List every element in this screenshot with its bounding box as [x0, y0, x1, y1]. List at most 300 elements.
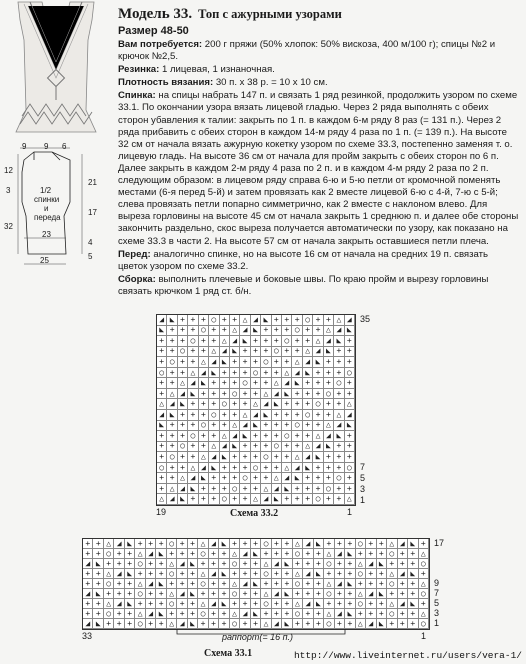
- chart-cell: ○: [261, 569, 271, 579]
- chart-cell: △: [198, 569, 208, 579]
- chart-cell: ◢: [303, 569, 313, 579]
- chart-cell: ◣: [93, 559, 103, 569]
- chart-cell: +: [377, 609, 387, 619]
- chart-cell: △: [282, 368, 292, 379]
- chart-cell: +: [292, 431, 302, 442]
- chart-cell: △: [292, 452, 302, 463]
- chart-cell: ○: [345, 463, 355, 474]
- chart-cell: +: [146, 619, 156, 629]
- chart-cell: ◢: [209, 357, 219, 368]
- chart-cell: ◣: [345, 549, 355, 559]
- chart-cell: +: [366, 599, 376, 609]
- chart-cell: ◢: [157, 315, 167, 326]
- chart-cell: +: [282, 549, 292, 559]
- chart-cell: +: [313, 484, 323, 495]
- chart-cell: ○: [188, 431, 198, 442]
- chart-cell: +: [408, 619, 418, 629]
- chart-cell: +: [177, 599, 187, 609]
- para-materials: [118, 39, 520, 63]
- chart-cell: +: [167, 609, 177, 619]
- chart-cell: ○: [230, 619, 240, 629]
- chart-cell: +: [167, 579, 177, 589]
- chart-cell: ◢: [335, 549, 345, 559]
- chart-cell: ◣: [188, 589, 198, 599]
- chart-cell: +: [198, 619, 208, 629]
- chart-cell: +: [167, 326, 177, 337]
- chart-cell: △: [167, 559, 177, 569]
- chart-cell: +: [419, 569, 429, 579]
- schematic-top-label-2: 9: [44, 142, 49, 151]
- chart-cell: +: [314, 619, 324, 629]
- chart-cell: ○: [199, 326, 209, 337]
- chart-cell: +: [199, 431, 209, 442]
- chart-cell: △: [209, 347, 219, 358]
- chart-cell: +: [240, 347, 250, 358]
- chart-cell: +: [272, 368, 282, 379]
- model-number: Модель 33.: [118, 6, 193, 22]
- chart-cell: +: [408, 579, 418, 589]
- chart-cell: +: [188, 326, 198, 337]
- chart-cell: △: [104, 599, 114, 609]
- chart-cell: ◣: [314, 599, 324, 609]
- chart-cell: ○: [198, 579, 208, 589]
- chart-cell: +: [377, 539, 387, 549]
- chart-cell: ○: [230, 559, 240, 569]
- chart-cell: +: [303, 326, 313, 337]
- chart-cell: +: [240, 484, 250, 495]
- chart-cell: +: [219, 559, 229, 569]
- chart-cell: ◢: [240, 609, 250, 619]
- chart-cell: ○: [324, 619, 334, 629]
- chart-cell: +: [272, 599, 282, 609]
- chart-cell: △: [292, 357, 302, 368]
- chart-cell: ◣: [408, 599, 418, 609]
- chart-cell: +: [167, 549, 177, 559]
- chart-cell: ○: [209, 410, 219, 421]
- chart-cell: ◢: [167, 399, 177, 410]
- chart-cell: ○: [387, 549, 397, 559]
- schematic-center-1: 1/2: [40, 186, 52, 195]
- chart-cell: +: [209, 559, 219, 569]
- chart-33-1-row-label-5: 5: [434, 598, 440, 608]
- chart-cell: +: [135, 599, 145, 609]
- chart-cell: +: [345, 357, 355, 368]
- chart-cell: ◣: [219, 569, 229, 579]
- chart-cell: ◣: [313, 452, 323, 463]
- chart-cell: ◢: [335, 609, 345, 619]
- chart-cell: +: [240, 569, 250, 579]
- chart-cell: ○: [272, 442, 282, 453]
- chart-cell: ◣: [282, 589, 292, 599]
- chart-33-2-col-left: 19: [156, 507, 167, 517]
- chart-cell: ◣: [261, 315, 271, 326]
- chart-cell: +: [177, 549, 187, 559]
- chart-cell: +: [167, 463, 177, 474]
- chart-cell: +: [157, 431, 167, 442]
- chart-cell: +: [240, 463, 250, 474]
- chart-cell: +: [230, 463, 240, 474]
- chart-cell: +: [251, 539, 261, 549]
- chart-33-2-grid: [156, 314, 356, 506]
- chart-cell: +: [220, 410, 230, 421]
- chart-cell: +: [345, 619, 355, 629]
- chart-cell: ○: [313, 494, 323, 505]
- chart-cell: △: [387, 569, 397, 579]
- chart-cell: ○: [220, 494, 230, 505]
- chart-cell: ○: [167, 452, 177, 463]
- chart-cell: ◣: [324, 442, 334, 453]
- chart-cell: △: [356, 559, 366, 569]
- chart-cell: +: [157, 473, 167, 484]
- chart-cell: ○: [282, 336, 292, 347]
- chart-cell: +: [146, 599, 156, 609]
- chart-cell: +: [345, 452, 355, 463]
- chart-cell: +: [324, 357, 334, 368]
- chart-cell: ○: [419, 589, 429, 599]
- chart-cell: +: [83, 569, 93, 579]
- schematic-top-label-1: 9: [22, 142, 27, 151]
- chart-cell: △: [272, 473, 282, 484]
- chart-cell: ◣: [156, 609, 166, 619]
- schematic-left-label-3: 32: [4, 222, 13, 231]
- chart-cell: +: [240, 452, 250, 463]
- chart-cell: △: [324, 326, 334, 337]
- chart-cell: +: [219, 589, 229, 599]
- chart-cell: +: [167, 421, 177, 432]
- chart-cell: +: [188, 599, 198, 609]
- chart-cell: +: [377, 549, 387, 559]
- schematic-left-label-2: 3: [6, 186, 11, 195]
- chart-cell: ◣: [292, 378, 302, 389]
- chart-cell: +: [220, 368, 230, 379]
- chart-cell: ◢: [366, 589, 376, 599]
- chart-cell: +: [199, 389, 209, 400]
- chart-cell: △: [135, 549, 145, 559]
- chart-cell: △: [251, 494, 261, 505]
- chart-cell: +: [146, 559, 156, 569]
- chart-cell: +: [366, 579, 376, 589]
- chart-cell: +: [261, 421, 271, 432]
- chart-cell: +: [419, 599, 429, 609]
- chart-cell: +: [345, 539, 355, 549]
- chart-cell: ○: [135, 619, 145, 629]
- chart-33-1-row-label-7: 7: [434, 588, 440, 598]
- chart-cell: +: [272, 539, 282, 549]
- chart-cell: ◢: [398, 539, 408, 549]
- chart-cell: +: [240, 357, 250, 368]
- chart-cell: ◢: [188, 378, 198, 389]
- chart-cell: +: [220, 421, 230, 432]
- chart-cell: ◣: [251, 421, 261, 432]
- chart-cell: ○: [292, 421, 302, 432]
- chart-cell: +: [230, 539, 240, 549]
- chart-cell: ◣: [334, 336, 344, 347]
- chart-cell: +: [135, 539, 145, 549]
- chart-cell: +: [261, 347, 271, 358]
- chart-cell: +: [292, 389, 302, 400]
- chart-cell: +: [178, 421, 188, 432]
- chart-cell: △: [188, 368, 198, 379]
- chart-cell: △: [240, 315, 250, 326]
- chart-cell: +: [83, 549, 93, 559]
- chart-cell: +: [272, 609, 282, 619]
- chart-cell: △: [387, 599, 397, 609]
- chart-cell: +: [219, 579, 229, 589]
- chart-cell: +: [324, 378, 334, 389]
- chart-cell: ◣: [324, 347, 334, 358]
- chart-cell: ◢: [272, 389, 282, 400]
- chart-cell: ○: [167, 599, 177, 609]
- chart-cell: +: [292, 399, 302, 410]
- chart-cell: ◣: [199, 378, 209, 389]
- chart-cell: ◢: [272, 484, 282, 495]
- chart-cell: ○: [293, 579, 303, 589]
- chart-cell: +: [93, 549, 103, 559]
- chart-33-1-col-left: 33: [82, 631, 93, 641]
- para-rib: [118, 64, 520, 76]
- chart-cell: +: [408, 609, 418, 619]
- para-label: Вам потребуется:: [118, 39, 203, 50]
- chart-cell: ◣: [377, 619, 387, 629]
- chart-cell: +: [282, 399, 292, 410]
- chart-cell: △: [293, 539, 303, 549]
- chart-cell: +: [292, 484, 302, 495]
- chart-cell: +: [104, 559, 114, 569]
- chart-cell: +: [240, 539, 250, 549]
- chart-cell: ◢: [240, 549, 250, 559]
- chart-cell: +: [282, 494, 292, 505]
- chart-cell: +: [209, 619, 219, 629]
- chart-cell: ◣: [209, 463, 219, 474]
- chart-cell: ◣: [251, 579, 261, 589]
- chart-cell: +: [157, 336, 167, 347]
- chart-cell: +: [220, 463, 230, 474]
- chart-cell: ○: [230, 389, 240, 400]
- chart-cell: +: [157, 389, 167, 400]
- chart-cell: +: [156, 619, 166, 629]
- chart-cell: +: [209, 421, 219, 432]
- chart-cell: +: [345, 347, 355, 358]
- chart-cell: ○: [261, 539, 271, 549]
- chart-cell: +: [292, 410, 302, 421]
- chart-cell: +: [157, 452, 167, 463]
- chart-cell: +: [303, 579, 313, 589]
- chart-cell: +: [303, 609, 313, 619]
- chart-cell: +: [178, 463, 188, 474]
- chart-cell: ◣: [167, 315, 177, 326]
- chart-cell: ○: [230, 484, 240, 495]
- chart-cell: △: [220, 431, 230, 442]
- chart-cell: △: [178, 473, 188, 484]
- chart-cell: ○: [324, 589, 334, 599]
- chart-cell: ◢: [303, 452, 313, 463]
- chart-cell: ◣: [251, 549, 261, 559]
- chart-cell: ◣: [188, 389, 198, 400]
- chart-cell: +: [209, 473, 219, 484]
- chart-cell: ○: [188, 336, 198, 347]
- chart-cell: +: [219, 609, 229, 619]
- chart-cell: ◢: [366, 619, 376, 629]
- para-gauge: [118, 77, 520, 89]
- chart-cell: +: [199, 399, 209, 410]
- chart-cell: +: [293, 589, 303, 599]
- chart-cell: +: [251, 442, 261, 453]
- chart-cell: ○: [104, 579, 114, 589]
- chart-cell: +: [209, 549, 219, 559]
- chart-cell: ○: [419, 559, 429, 569]
- chart-cell: ○: [167, 357, 177, 368]
- chart-cell: △: [135, 609, 145, 619]
- chart-cell: +: [188, 357, 198, 368]
- chart-cell: +: [335, 599, 345, 609]
- chart-cell: +: [251, 336, 261, 347]
- chart-33-2-col-right: 1: [347, 507, 353, 517]
- chart-cell: ◣: [178, 399, 188, 410]
- chart-cell: ○: [261, 357, 271, 368]
- schematic-center-3: и: [44, 204, 49, 213]
- chart-cell: ○: [303, 410, 313, 421]
- chart-cell: +: [251, 559, 261, 569]
- chart-cell: +: [114, 619, 124, 629]
- chart-cell: +: [261, 549, 271, 559]
- chart-cell: ○: [387, 579, 397, 589]
- chart-cell: △: [419, 609, 429, 619]
- chart-cell: +: [282, 326, 292, 337]
- chart-cell: ◢: [199, 368, 209, 379]
- chart-cell: +: [398, 589, 408, 599]
- chart-cell: △: [272, 378, 282, 389]
- chart-cell: +: [177, 579, 187, 589]
- chart-cell: ◣: [188, 484, 198, 495]
- chart-cell: +: [178, 431, 188, 442]
- chart-cell: +: [387, 559, 397, 569]
- chart-cell: ○: [293, 549, 303, 559]
- chart-cell: +: [313, 378, 323, 389]
- chart-cell: +: [178, 315, 188, 326]
- chart-cell: ◢: [167, 494, 177, 505]
- chart-cell: △: [334, 410, 344, 421]
- chart-cell: +: [324, 569, 334, 579]
- chart-cell: △: [178, 378, 188, 389]
- chart-cell: +: [334, 399, 344, 410]
- chart-cell: +: [324, 539, 334, 549]
- chart-33-1-row-label-3: 3: [434, 608, 440, 618]
- chart-cell: ◣: [408, 569, 418, 579]
- chart-cell: +: [220, 326, 230, 337]
- chart-cell: +: [220, 473, 230, 484]
- chart-cell: ◣: [125, 599, 135, 609]
- chart-cell: ○: [324, 559, 334, 569]
- chart-cell: +: [377, 569, 387, 579]
- chart-cell: +: [157, 347, 167, 358]
- chart-cell: △: [230, 421, 240, 432]
- chart-cell: +: [408, 559, 418, 569]
- chart-cell: ◣: [345, 579, 355, 589]
- chart-cell: △: [167, 389, 177, 400]
- chart-cell: ◢: [251, 315, 261, 326]
- chart-cell: +: [188, 452, 198, 463]
- chart-cell: +: [146, 569, 156, 579]
- chart-cell: ○: [157, 463, 167, 474]
- chart-cell: ○: [209, 315, 219, 326]
- chart-cell: +: [261, 378, 271, 389]
- chart-cell: +: [156, 569, 166, 579]
- chart-cell: △: [324, 421, 334, 432]
- chart-cell: ◣: [314, 539, 324, 549]
- chart-cell: +: [230, 599, 240, 609]
- chart-cell: ◢: [303, 599, 313, 609]
- chart-cell: ◢: [209, 539, 219, 549]
- chart-cell: +: [334, 389, 344, 400]
- chart-cell: ◢: [261, 399, 271, 410]
- chart-cell: ○: [135, 559, 145, 569]
- chart-cell: ○: [178, 347, 188, 358]
- chart-cell: +: [220, 389, 230, 400]
- chart-cell: +: [314, 579, 324, 589]
- chart-cell: △: [199, 452, 209, 463]
- chart-cell: ○: [220, 399, 230, 410]
- chart-cell: +: [125, 559, 135, 569]
- chart-cell: ◢: [188, 473, 198, 484]
- chart-cell: +: [282, 599, 292, 609]
- chart-cell: +: [345, 442, 355, 453]
- chart-cell: +: [240, 589, 250, 599]
- chart-cell: +: [251, 357, 261, 368]
- chart-cell: +: [199, 336, 209, 347]
- chart-cell: ◢: [398, 599, 408, 609]
- chart-cell: +: [251, 347, 261, 358]
- chart-cell: +: [157, 484, 167, 495]
- chart-cell: ◢: [292, 368, 302, 379]
- chart-cell: +: [93, 579, 103, 589]
- para-text: 30 п. x 38 р. = 10 x 10 см.: [213, 77, 328, 89]
- chart-cell: ◣: [220, 452, 230, 463]
- chart-cell: +: [146, 589, 156, 599]
- chart-cell: +: [209, 494, 219, 505]
- chart-cell: +: [377, 579, 387, 589]
- chart-cell: △: [261, 559, 271, 569]
- chart-cell: +: [240, 599, 250, 609]
- chart-cell: +: [335, 619, 345, 629]
- chart-cell: +: [313, 421, 323, 432]
- chart-cell: +: [199, 484, 209, 495]
- chart-cell: ◣: [93, 589, 103, 599]
- chart-cell: △: [334, 315, 344, 326]
- chart-cell: +: [272, 326, 282, 337]
- chart-cell: +: [93, 599, 103, 609]
- chart-cell: ◣: [199, 473, 209, 484]
- chart-cell: △: [167, 619, 177, 629]
- chart-cell: +: [313, 326, 323, 337]
- chart-cell: +: [272, 579, 282, 589]
- chart-cell: ◣: [303, 463, 313, 474]
- chart-cell: +: [303, 589, 313, 599]
- chart-cell: +: [209, 431, 219, 442]
- chart-cell: +: [104, 589, 114, 599]
- chart-cell: ◣: [93, 619, 103, 629]
- chart-cell: +: [209, 484, 219, 495]
- chart-cell: ◣: [282, 389, 292, 400]
- chart-33-1-row-label-1: 1: [434, 618, 440, 628]
- chart-cell: ○: [240, 473, 250, 484]
- chart-cell: +: [303, 619, 313, 629]
- chart-cell: ◢: [83, 559, 93, 569]
- chart-cell: ○: [198, 549, 208, 559]
- chart-cell: △: [220, 336, 230, 347]
- chart-cell: +: [303, 549, 313, 559]
- chart-cell: +: [366, 609, 376, 619]
- schematic-right-label-2: 17: [88, 208, 97, 217]
